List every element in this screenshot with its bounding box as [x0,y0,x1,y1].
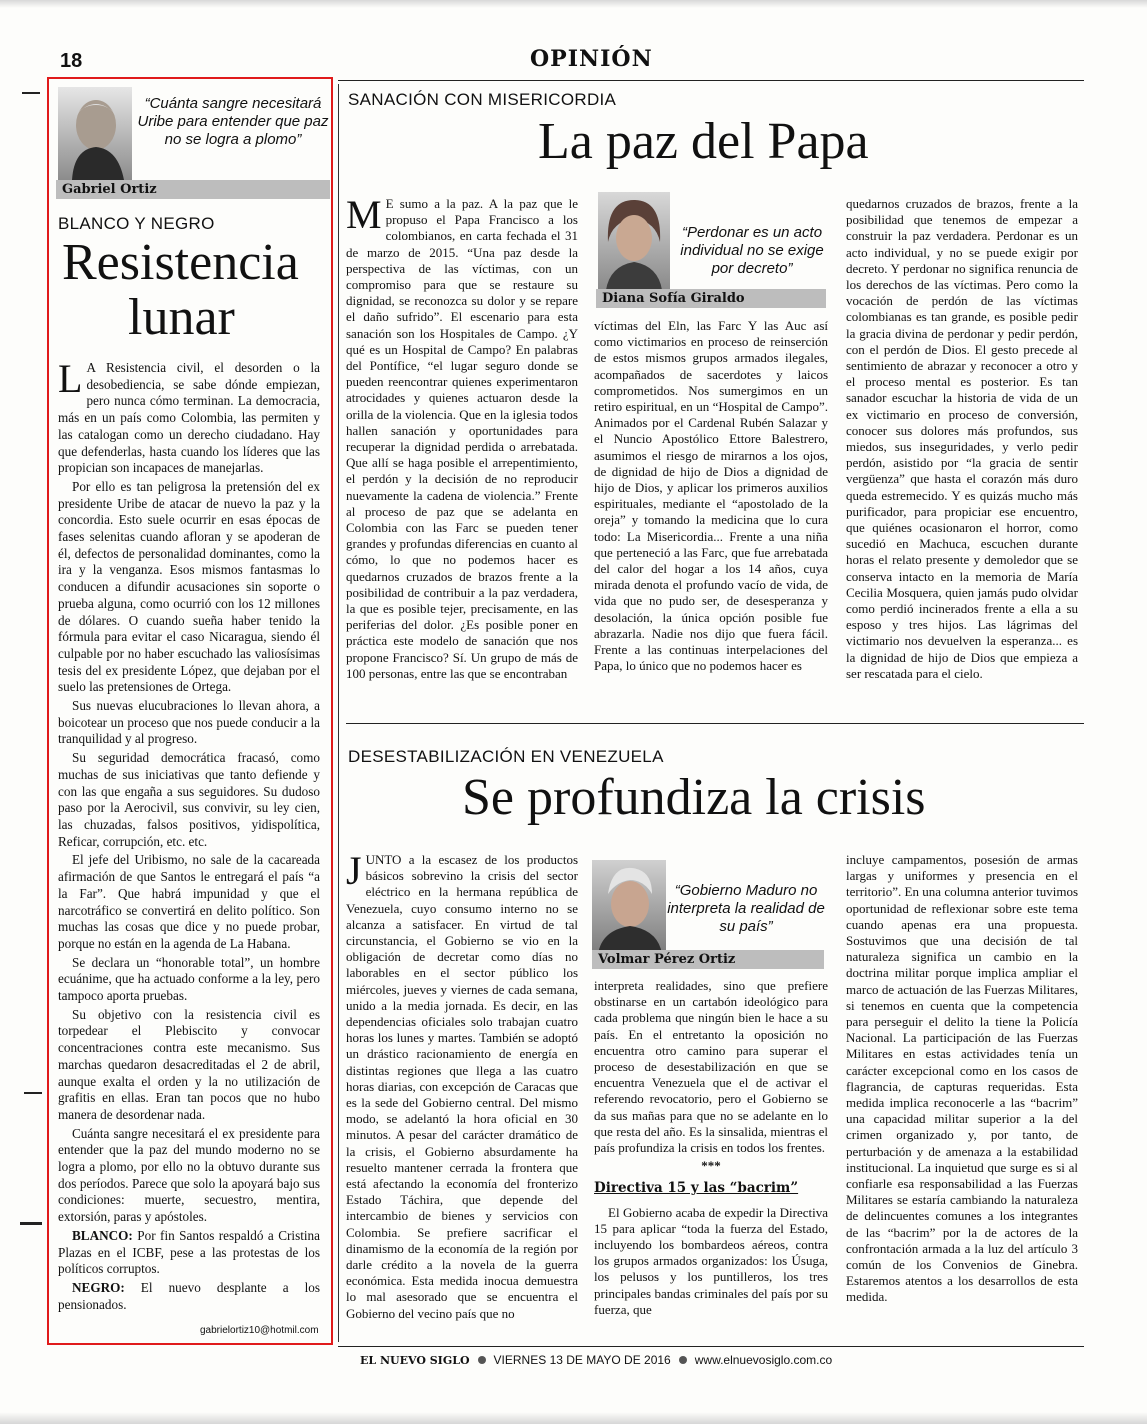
left-title-line1: Resistencia [62,234,299,291]
blanco-label: BLANCO: [72,1227,133,1243]
footer [360,1350,832,1370]
top-author-name-bar: Diana Sofía Giraldo [596,289,826,308]
left-title-line2: lunar [128,289,235,346]
section-title: OPINIÓN [530,46,653,72]
bottom-article-col1 [346,848,578,1324]
header-rule [338,80,1084,81]
negro-label: NEGRO: [72,1279,125,1295]
footer-brand: EL NUEVO SIGLO [360,1353,470,1367]
left-paragraph: Sus nuevas elucubraciones lo llevan ahora, a boicotear un proceso que nos puede conducir a la tranquilidad y al progreso. [58,698,320,747]
top-pullquote: “Perdonar es un acto individual no se exige por decreto” [680,224,824,277]
author-photo-gabriel [58,87,132,180]
bottom-article-kicker: DESESTABILIZACIÓN EN VENEZUELA [348,747,664,766]
scan-mark [24,1092,42,1094]
left-paragraph: Su objetivo con la resistencia civil es torpedear el Plebiscito y convocar concentraciones contra este mecanismo. Sus marchas quedaron desacreditadas el 2 de abril, aunque exalta el orden y la no utilización de grafitis en ellas. Eran tan pocos que no hubo manera de desordenar nada. [58,1006,320,1122]
section-stars: *** [701,1158,721,1174]
left-paragraph: El jefe del Uribismo, no sale de la cacareada afirmación de que Santos le entregará el país “a la Far”. Que habrá impunidad y que el narcotráfico se convertirá en delito político. Son muchas las cosas que dice y no puede probar, porque no están en la agenda de La Habana. [58,852,320,951]
bottom-col3-text: incluye campamentos, posesión de armas largas y uniformes y presencia en el territorio”. En una columna anterior tuvimos oportunidad de reflexionar sobre este tema cuando apenas era una propuesta. Sostuvimos que una decisión de tal naturaleza significa un cambio en la doctrina militar porque implica ampliar el marco de actuación de las Fuerzas Militares, si tenemos en cuenta que la competencia para perseguir el delito la tiene la Policía Nacional. La participación de las Fuerzas Militares en estas actividades tenía un carácter excepcional como en los casos de flagrancia, de capturas requeridas. Esta medida implica reconocerle a las “bacrim” una capacidad militar superior a la del crimen organizado y, por tanto, de perturbación y de amenaza a la estabilidad institucional. La inquietud que surge es si al confiarle esa responsabilidad a las Fuerzas Militares se estaría cambiando la naturaleza de delincuentes comunes a los integrantes de las “bacrim” por la de actores de la confrontación armada a la luz del artículo 3 común de los Convenios de Ginebra. Estaremos atentos a los desarrollos de esta medida. [846,852,1078,1305]
scan-top-edge [0,0,1147,8]
top-article-col2 [594,318,828,676]
left-paragraph: Cuánta sangre necesitará el ex presidente para entender que la paz del mundo moderno no se logra a plomo, por ello no la obtuvo durante sus dos períodos. Parece que solo la apoyará bajo sus condiciones: muerte, secuestro, mentira, extorsión, paras y apóstoles. [58,1125,320,1225]
left-column-body [58,356,320,1315]
top-article-col1 [346,192,578,684]
top-article-col3 [846,196,1078,684]
scan-mark [22,92,40,94]
left-paragraph: Por ello es tan peligrosa la pretensión del ex presidente Uribe de atacar de nuevo la paz y la concordia. Esto suele ocurrir en esas épocas de fases selenitas cuando afloran y se apoderan de él, defectos de personalidad dominantes, como la ira y la venganza. Esos mismos fantasmas lo conducen a difundir acusaciones sin soporte o prueba alguna, como ocurrió con los 12 millones de dólares. O cuando sueña haber tenido la fórmula para evitar el caso Nicaragua, siendo él culpable por no haber escuchado las valiosísimas tesis del ex presidente López, que dejaban por el suelo las pretensiones de Ortega. [58,478,320,695]
negro-text: El nuevo desplante a los pensionados. [58,1279,320,1312]
subhead-directiva: Directiva 15 y las “bacrim” [594,1180,799,1197]
top-article-kicker: SANACIÓN CON MISERICORDIA [348,90,617,109]
top-col1-text: E sumo a la paz. A la paz que le propuso el Papa Francisco a los colombianos, en carta fechada el 31 de marzo de 2015. “Una paz desde la perspectiva de las víctimas, con un compromiso para que se restaure su dignidad, se reconozca su dolor y se repare el daño sufrido”. El escenario para esta sanación son los Hospitales de Campo. ¿Y qué es un Hospital de Campo? En palabras del Pontífice, “el lugar seguro donde se pueden reencontrar quienes experimentaron atrocidades y quienes actuaron desde la orilla de la violencia. Que en la iglesia todos hallen sanación y oportunidades para recuperar la dignidad perdida o arrebatada. Que allí se haga posible el arrepentimiento, el perdón y la decisión de no reproducir nuevamente la cadena de violencia.” Frente al proceso de paz que se adelanta en Colombia con las Farc se pueden tener grandes y profundas diferencias en cuanto al cómo, lo que no podemos hacer es quedarnos cruzados de brazos frente a la posibilidad de contribuir a la paz verdadera, la que es posible tejer, precisamente, en las periferias del dolor. ¿Es posible poner en práctica este modelo de sanación que nos propone Francisco? Sí. Un grupo de más de 100 personas, entre las que se encontraban [346,196,578,681]
left-paragraph: Se declara un “honorable total”, un hombre ecuánime, que ha actuado conforme a la ley, pero tampoco aporta pruebas. [58,954,320,1004]
footer-rule [338,1346,1084,1347]
bottom-dropcap: J [346,848,362,893]
author-photo-volmar [592,860,666,954]
author-name-bar: Gabriel Ortiz [56,180,330,199]
top-col3-text: quedarnos cruzados de brazos, frente a la posibilidad que tenemos de empezar a construir la paz verdadera. Perdonar es un acto individual, y no se puede exigir por decreto. Y perdonar no significa renuncia de los derechos de las víctimas. Pero como la vocación de perdón de las víctimas colombianas es tan grande, es posible pedir la gracia divina de perdonar y pedir perdón, con el perdón de Dios. El gesto precede al sentimiento de abrazar y reconocer a otro y el proceso mental es posterior. Es tan sanador escuchar la historia de vida de un ex victimario en proceso de conversión, conocer sus dolores más profundos, sus miedos, sus inseguridades, y verlo pedir perdón, asistido por “la gracia de sentir vergüenza” que hasta el corazón más duro queda estremecido. Y es quizás mucho más purificador, para propiciar ese encuentro, que quiénes ocasionaron el horror, como sucedió en Machuca, escuchen durante horas el relato presente y demoledor que se conserva intacto en la memoria de María Cecilia Mosquera, quien jamás pudo olvidar como perdió incinerados frente a ella a su esposo y tres hijos. Las lágrimas del victimario nos devuelven la esperanza... es la dignidad de hijo de Dios que empieza a ser rescatada para el cielo. [846,196,1078,681]
scan-bottom-edge [0,1412,1147,1424]
bottom-pullquote: “Gobierno Maduro no interpreta la realidad de su país” [667,882,825,935]
scan-mark [20,1222,42,1225]
blanco-text: Por fin Santos respaldó a Cristina Plazas en el ICBF, pese a las protestas de los políticos corruptos. [58,1227,320,1277]
footer-date: VIERNES 13 DE MAYO DE 2016 [493,1353,671,1367]
bottom-article-col3 [846,852,1078,1308]
left-dropcap: L [58,356,83,401]
author-photo-diana [598,192,670,290]
author-email[interactable]: gabrielortiz10@hotmil.com [200,1325,319,1336]
footer-dot-icon [478,1356,486,1364]
footer-dot-icon [679,1356,687,1364]
bottom-article-title: Se profundiza la crisis [462,769,926,826]
column-divider [338,84,339,1342]
bottom-article-col2 [594,978,828,1320]
article-separator [346,723,1084,724]
left-paragraph: A Resistencia civil, el desorden o la desobediencia, se sabe dónde empiezan, pero nunca cómo terminan. La democracia, más en un país como Colombia, las permiten y las catalogan como un derecho ciudadano. Hay que defenderlas, hasta cuando los líderes que las propician son incapaces de manejarlas. [58,360,320,476]
top-dropcap: M [346,192,382,237]
bottom-author-name-bar: Volmar Pérez Ortiz [592,950,824,969]
bottom-col1-text: UNTO a la escasez de los productos básicos sobrevino la crisis del sector eléctrico en la hermana república de Venezuela, cuyo consumo interno no se alcanza a satisfacer. En virtud de tal circunstancia, el Gobierno se vio en la obligación de decretar como días no laborables en el sector público los miércoles, jueves y viernes de cada semana, unido a la media jornada. Es decir, en las dependencias oficiales solo trabajan cuatro horas los lunes y martes. También se adoptó un drástico racionamiento de energía en distintas regiones que llega a las cuatro horas diarias, con excepción de Caracas que es la sede del Gobierno central. Del mismo modo, se adelantó la hora oficial en 30 minutos. A pesar del carácter dramático de la crisis, el Gobierno absurdamente ha resuelto mantener cerrada la frontera que está afectando la economía del fronterizo Estado Táchira, que depende del intercambio de bienes y servicios con Colombia. Se prefiere sacrificar el dinamismo de la economía de la región por darle crédito a la novela de la guerra económica. Esta medida inocua demuestra lo mal asesorado que se encuentra el Gobierno del vecino país que no [346,852,578,1321]
bottom-col2b-text: El Gobierno acaba de expedir la Directiva 15 para aplicar “toda la fuerza del Estado, incluyendo los bombardeos aéreos, contra los grupos armados organizados: los Úsuga, los pelusos y los puntilleros, los tres principales bandas criminales del país por su fuerza, que [594,1204,828,1317]
page-number: 18 [60,50,83,72]
bottom-col2-text: interpreta realidades, sino que prefiere obstinarse en un cartabón ideológico para cada problema que ningún bien le hace a su país. En el entretanto la oposición no encuentra otro camino para superar el proceso de desestabilización en que se encuentra Venezuela que el de activar el referendo revocatorio, pero el Gobierno se da sus mañas para que no se adelante en lo que resta del año. Es la sinsalida, mientras el país profundiza la crisis en todos los frentes. [594,978,828,1156]
top-article-title: La paz del Papa [538,113,869,170]
top-col2-text: víctimas del Eln, las Farc Y las Auc así como victimarios en proceso de reinserción de estos mismos grupos armados ilegales, acompañados de sacerdotes y laicos comprometidos. Nos sumergimos en un retiro espiritual, en un “Hospital de Campo”. Animados por el Cardenal Rubén Salazar y el Nuncio Apostólico Ettore Balestrero, asumimos el riesgo de mirarnos a los ojos, de dignidad de hijo de Dios a dignidad de hijo de Dios, y aplicar los primeros auxilios espirituales, mediante el “apostolado de la oreja” y tomando la medicina que lo cura todo: La Misericordia... Frente a una niña que perteneció a las Farc, que fue arrebatada del calor del hogar a los 14 años, cuya mirada denota el profundo vacío de vida, de vida que no pudo ser, de desesperanza y desolación, la única opción posible fue abrazarla. Nadie nos dijo que fuera fácil. Frente a las continuas interpelaciones del Papa, lo único que no podemos hacer es [594,318,828,674]
left-kicker: BLANCO Y NEGRO [58,214,215,233]
left-pullquote: “Cuánta sangre necesitará Uribe para entender que paz no se logra a plomo” [137,95,329,148]
left-paragraph: Su seguridad democrática fracasó, como muchas de sus iniciativas que tanto defiende y con las que engaña a sus seguidores. Su dudoso paso por la Aerocivil, sus convivir, su ley cien, las chuzadas, falsos positivos, yidispolítica, Reficar, corrupción, etc. etc. [58,750,320,849]
footer-url[interactable]: www.elnuevosiglo.com.co [694,1353,833,1367]
